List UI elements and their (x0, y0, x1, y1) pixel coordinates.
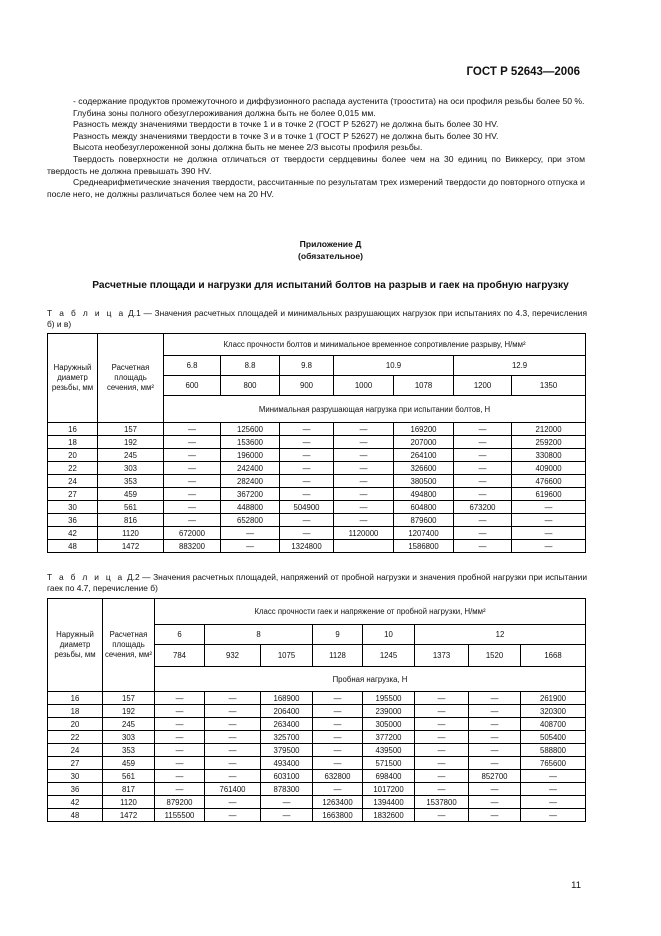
table2-cell: 459 (103, 757, 155, 770)
table2-cell: 36 (48, 783, 103, 796)
document-header: ГОСТ Р 52643—2006 (466, 66, 580, 78)
table2-caption (47, 572, 587, 594)
table2-col-area: Расчетная площадь сечения, мм² (103, 599, 155, 692)
table2-cell: 20 (48, 718, 103, 731)
table2-class: 10 (363, 625, 415, 645)
table1-row (48, 475, 586, 488)
table2-cell: 561 (103, 770, 155, 783)
table2-cell: 379500 (261, 744, 313, 757)
table2-cell: 239000 (363, 705, 415, 718)
table1-cell: 16 (48, 423, 98, 436)
table1-cell: — (164, 423, 221, 436)
table2-cell: 698400 (363, 770, 415, 783)
table1-cell: — (334, 449, 394, 462)
table1-cell: 48 (48, 540, 98, 553)
table1-label: Т а б л и ц а (47, 308, 126, 318)
table2-cell: 761400 (205, 783, 261, 796)
table2-cell: — (415, 757, 469, 770)
table1-cell: — (512, 514, 586, 527)
table1-cell: 22 (48, 462, 98, 475)
table1-cell: 504900 (280, 501, 334, 514)
table1-strength: 1000 (334, 376, 394, 396)
table1-cell: — (280, 423, 334, 436)
table1-cell: — (280, 475, 334, 488)
table2-cell: 817 (103, 783, 155, 796)
table1-cell: 1472 (98, 540, 164, 553)
table2-cell: — (313, 783, 363, 796)
appendix-title: Приложение Д (299, 239, 362, 249)
table2-cell: — (521, 809, 586, 822)
table2-cell: — (155, 757, 205, 770)
table1-class: 12.9 (454, 356, 586, 376)
table1-class: 10.9 (334, 356, 454, 376)
table2-cell: 261900 (521, 692, 586, 705)
table2-cell: — (469, 718, 521, 731)
table2-row (48, 796, 586, 809)
table1-cell: 20 (48, 449, 98, 462)
table2-cell: — (415, 718, 469, 731)
table1-cell: 619600 (512, 488, 586, 501)
table2-strength: 1128 (313, 645, 363, 667)
table1-cell: — (334, 436, 394, 449)
table1-row (48, 462, 586, 475)
table1-cell: 259200 (512, 436, 586, 449)
table2-strength: 1075 (261, 645, 313, 667)
table2-cell: 603100 (261, 770, 313, 783)
table1-cell: 282400 (221, 475, 280, 488)
table2-cell: 377200 (363, 731, 415, 744)
table1-cell: — (454, 462, 512, 475)
table2 (47, 598, 586, 822)
table1-cell: 380500 (394, 475, 454, 488)
table1-cell: — (334, 488, 394, 501)
body-text (47, 96, 585, 200)
paragraph: Глубина зоны полного обезуглероживания должна быть не более 0,015 мм. (73, 107, 376, 118)
table1-cell: 169200 (394, 423, 454, 436)
table1-body (48, 423, 586, 553)
table1-cell: — (334, 514, 394, 527)
section-title: Расчетные площади и нагрузки для испытаний болтов на разрыв и гаек на пробную нагрузку (92, 280, 569, 291)
table2-cell: — (205, 731, 261, 744)
table1 (47, 333, 586, 553)
table2-cell: 18 (48, 705, 103, 718)
table1-cell: — (334, 423, 394, 436)
table2-strength: 1668 (521, 645, 586, 667)
table1-cell: — (164, 449, 221, 462)
table2-cell: 505400 (521, 731, 586, 744)
paragraph: Разность между значениями твердости в точке 1 и в точке 2 (ГОСТ Р 52627) не должна быть более 30 HV. (73, 119, 499, 130)
table2-cell: 1263400 (313, 796, 363, 809)
table2-cell: — (205, 796, 261, 809)
table2-row (48, 718, 586, 731)
table2-cell: — (469, 757, 521, 770)
table2-cell: — (313, 731, 363, 744)
table1-cell: — (454, 514, 512, 527)
table1-cell: 816 (98, 514, 164, 527)
table2-cell: — (521, 783, 586, 796)
table1-cell: 18 (48, 436, 98, 449)
table1-cell: 879600 (394, 514, 454, 527)
table2-cell: — (469, 796, 521, 809)
table1-col-diam: Наружный диаметр резьбы, мм (48, 334, 98, 423)
table1-cell: 652800 (221, 514, 280, 527)
table1-row (48, 501, 586, 514)
table2-load-header: Пробная нагрузка, Н (155, 667, 586, 692)
table1-cell: 330800 (512, 449, 586, 462)
table1-row (48, 527, 586, 540)
table1-cell: — (221, 540, 280, 553)
table2-cell: 588800 (521, 744, 586, 757)
table1-strength: 900 (280, 376, 334, 396)
table2-cell: 325700 (261, 731, 313, 744)
table2-cell: 168900 (261, 692, 313, 705)
table2-class: 12 (415, 625, 586, 645)
table1-cell: 1120 (98, 527, 164, 540)
table1-cell: 672000 (164, 527, 221, 540)
appendix-heading (0, 239, 661, 262)
table2-row (48, 809, 586, 822)
table2-cell: — (155, 731, 205, 744)
table2-cell: 353 (103, 744, 155, 757)
table2-cell: 192 (103, 705, 155, 718)
table2-cell: 16 (48, 692, 103, 705)
table2-cell: — (415, 705, 469, 718)
table2-cell: — (415, 783, 469, 796)
table2-label: Т а б л и ц а (47, 572, 125, 582)
table2-cell: — (469, 809, 521, 822)
table1-cell: 1120000 (334, 527, 394, 540)
table1-cell: 125600 (221, 423, 280, 436)
table2-cell: — (155, 770, 205, 783)
table2-cell: 263400 (261, 718, 313, 731)
table2-cell: — (415, 744, 469, 757)
table2-cell: — (155, 744, 205, 757)
page-number: 11 (571, 880, 581, 891)
table2-row (48, 692, 586, 705)
table1-cell: 353 (98, 475, 164, 488)
table2-cell: 42 (48, 796, 103, 809)
table2-cell: — (313, 705, 363, 718)
table2-cell: 879200 (155, 796, 205, 809)
table1-row (48, 436, 586, 449)
table2-cell: 206400 (261, 705, 313, 718)
table1-cell: 326600 (394, 462, 454, 475)
table1-class-header: Класс прочности болтов и минимальное временное сопротивление разрыву, Н/мм² (164, 334, 586, 356)
table2-cell: 408700 (521, 718, 586, 731)
table1-row (48, 488, 586, 501)
table1-strength: 1350 (512, 376, 586, 396)
table2-body (48, 692, 586, 822)
table2-cell: 303 (103, 731, 155, 744)
table1-cell: — (280, 449, 334, 462)
table2-cell: 1155500 (155, 809, 205, 822)
table2-class: 9 (313, 625, 363, 645)
table1-cell: 36 (48, 514, 98, 527)
table2-class: 8 (205, 625, 313, 645)
table2-cell: 24 (48, 744, 103, 757)
table1-class: 6.8 (164, 356, 221, 376)
table1-cell: 212000 (512, 423, 586, 436)
table2-cell: — (521, 770, 586, 783)
table1-cell: 157 (98, 423, 164, 436)
table2-cell: 195500 (363, 692, 415, 705)
table1-cell: — (334, 462, 394, 475)
table2-cell: — (155, 783, 205, 796)
table1-col-area: Расчетная площадь сечения, мм² (98, 334, 164, 423)
paragraph: Разность между значениями твердости в точке 3 и в точке 1 (ГОСТ Р 52627) не должна быть более 30 HV. (73, 130, 499, 141)
table2-cell: 22 (48, 731, 103, 744)
table2-row (48, 705, 586, 718)
table1-cell: — (280, 462, 334, 475)
table1-cell: 264100 (394, 449, 454, 462)
table1-cell: 153600 (221, 436, 280, 449)
paragraph: Твердость поверхности не должна отличаться от твердости сердцевины более чем на 30 единиц по Виккерсу, при этом твердость не должна превышать 390 HV. (47, 153, 585, 176)
table2-cell: 1017200 (363, 783, 415, 796)
table2-cell: — (521, 796, 586, 809)
table2-strength: 1245 (363, 645, 415, 667)
table2-row (48, 744, 586, 757)
table1-cell: 30 (48, 501, 98, 514)
table1-caption-text: Д.1 — Значения расчетных площадей и минимальных разрушающих нагрузок при испытаниях по 4.3, перечисления б) и в) (47, 308, 587, 330)
table1-cell: — (280, 436, 334, 449)
table2-cell: — (415, 809, 469, 822)
table1-strength: 800 (221, 376, 280, 396)
table2-cell: — (155, 705, 205, 718)
table2-cell: 571500 (363, 757, 415, 770)
table2-cell: — (261, 809, 313, 822)
table1-cell: — (454, 449, 512, 462)
appendix-subtitle: (обязательное) (297, 250, 364, 261)
table2-cell: — (313, 692, 363, 705)
table1-cell: — (512, 527, 586, 540)
table1-cell: — (334, 475, 394, 488)
table1-cell: 494800 (394, 488, 454, 501)
table2-cell: — (205, 809, 261, 822)
table2-cell: 27 (48, 757, 103, 770)
table2-cell: — (155, 718, 205, 731)
paragraph: - содержание продуктов промежуточного и диффузионного распада аустенита (троостита) на оси профиля резьбы более 50 %. (73, 96, 585, 106)
table2-cell: 1832600 (363, 809, 415, 822)
table1-cell: 459 (98, 488, 164, 501)
table2-cell: 1663800 (313, 809, 363, 822)
table1-cell: 245 (98, 449, 164, 462)
table2-strength: 784 (155, 645, 205, 667)
table1-class: 9.8 (280, 356, 334, 376)
table1-cell: — (221, 527, 280, 540)
table2-cell: — (469, 744, 521, 757)
table1-cell: 303 (98, 462, 164, 475)
table2-strength: 1373 (415, 645, 469, 667)
table1-cell: — (512, 540, 586, 553)
table2-cell: — (469, 783, 521, 796)
table2-class: 6 (155, 625, 205, 645)
table1-cell: 1586800 (394, 540, 454, 553)
table1-cell: — (334, 501, 394, 514)
table1-cell: 561 (98, 501, 164, 514)
table1-caption (47, 308, 587, 330)
table2-cell: — (205, 718, 261, 731)
table1-cell: — (164, 501, 221, 514)
table1-strength: 1200 (454, 376, 512, 396)
table2-strength: 1520 (469, 645, 521, 667)
table2-row (48, 770, 586, 783)
table1-cell: — (454, 488, 512, 501)
table2-cell: 632800 (313, 770, 363, 783)
table2-row (48, 731, 586, 744)
table2-caption-text: Д.2 — Значения расчетных площадей, напряжений от пробной нагрузки и значения пробной нагрузки при испытании гаек по 4.7, перечисление б) (47, 572, 587, 594)
table2-cell: 1472 (103, 809, 155, 822)
table2-cell: — (415, 692, 469, 705)
table2-cell: — (469, 705, 521, 718)
table1-cell: — (164, 475, 221, 488)
table1-cell (334, 540, 394, 553)
table1-cell: 367200 (221, 488, 280, 501)
table1-cell: 1324800 (280, 540, 334, 553)
table2-cell: — (205, 744, 261, 757)
table2-cell: — (205, 705, 261, 718)
table1-cell: 207000 (394, 436, 454, 449)
table1-cell: 409000 (512, 462, 586, 475)
table2-cell: 157 (103, 692, 155, 705)
table2-cell: — (469, 731, 521, 744)
table2-cell: — (155, 692, 205, 705)
table1-cell: — (454, 475, 512, 488)
table2-cell: — (415, 770, 469, 783)
table1-row (48, 449, 586, 462)
table2-cell: 320300 (521, 705, 586, 718)
table1-cell: — (512, 501, 586, 514)
table2-cell: — (205, 692, 261, 705)
table2-cell: 1394400 (363, 796, 415, 809)
table1-cell: 27 (48, 488, 98, 501)
table1-strength: 600 (164, 376, 221, 396)
table2-cell: 878300 (261, 783, 313, 796)
table1-cell: — (164, 514, 221, 527)
table1-cell: — (164, 462, 221, 475)
table1-class: 8.8 (221, 356, 280, 376)
table1-load-header: Минимальная разрушающая нагрузка при испытании болтов, Н (164, 396, 586, 423)
table1-cell: — (164, 436, 221, 449)
table1-cell: — (454, 423, 512, 436)
table1-cell: — (280, 488, 334, 501)
table1-cell: 476600 (512, 475, 586, 488)
table2-cell: — (469, 692, 521, 705)
table2-cell: 1120 (103, 796, 155, 809)
table2-cell: 30 (48, 770, 103, 783)
table1-cell: — (280, 527, 334, 540)
table2-cell: — (205, 757, 261, 770)
table2-cell: 48 (48, 809, 103, 822)
table2-cell: — (313, 757, 363, 770)
table1-row (48, 514, 586, 527)
table2-cell: — (313, 718, 363, 731)
table1-cell: — (454, 527, 512, 540)
table2-cell: 1537800 (415, 796, 469, 809)
table2-col-diam: Наружный диаметр резьбы, мм (48, 599, 103, 692)
table1-cell: 24 (48, 475, 98, 488)
table1-row (48, 423, 586, 436)
table1-cell: 196000 (221, 449, 280, 462)
table1-cell: 192 (98, 436, 164, 449)
paragraph: Среднеарифметические значения твердости, рассчитанные по результатам трех измерений твердости до повторного отпуска и после него, не должны различаться более чем на 20 HV. (47, 177, 585, 199)
table2-cell: 852700 (469, 770, 521, 783)
table1-row (48, 540, 586, 553)
table2-cell: — (415, 731, 469, 744)
table1-cell: 673200 (454, 501, 512, 514)
table2-cell: 439500 (363, 744, 415, 757)
table2-cell: — (313, 744, 363, 757)
table1-cell: 448800 (221, 501, 280, 514)
table1-cell: — (454, 540, 512, 553)
table1-cell: 604800 (394, 501, 454, 514)
table1-cell: 883200 (164, 540, 221, 553)
table2-row (48, 783, 586, 796)
table2-cell: — (205, 770, 261, 783)
table1-cell: — (454, 436, 512, 449)
table1-cell: 42 (48, 527, 98, 540)
table2-cell: — (261, 796, 313, 809)
table2-cell: 493400 (261, 757, 313, 770)
table1-cell: — (280, 514, 334, 527)
table1-cell: 1207400 (394, 527, 454, 540)
paragraph: Высота необезуглероженной зоны должна быть не менее 2/3 высоты профиля резьбы. (73, 142, 423, 153)
table2-cell: 765600 (521, 757, 586, 770)
table1-cell: 242400 (221, 462, 280, 475)
table2-cell: 245 (103, 718, 155, 731)
table2-class-header: Класс прочности гаек и напряжение от пробной нагрузки, Н/мм² (155, 599, 586, 625)
table2-cell: 305000 (363, 718, 415, 731)
table2-row (48, 757, 586, 770)
table1-cell: — (164, 488, 221, 501)
table2-strength: 932 (205, 645, 261, 667)
table1-strength: 1078 (394, 376, 454, 396)
